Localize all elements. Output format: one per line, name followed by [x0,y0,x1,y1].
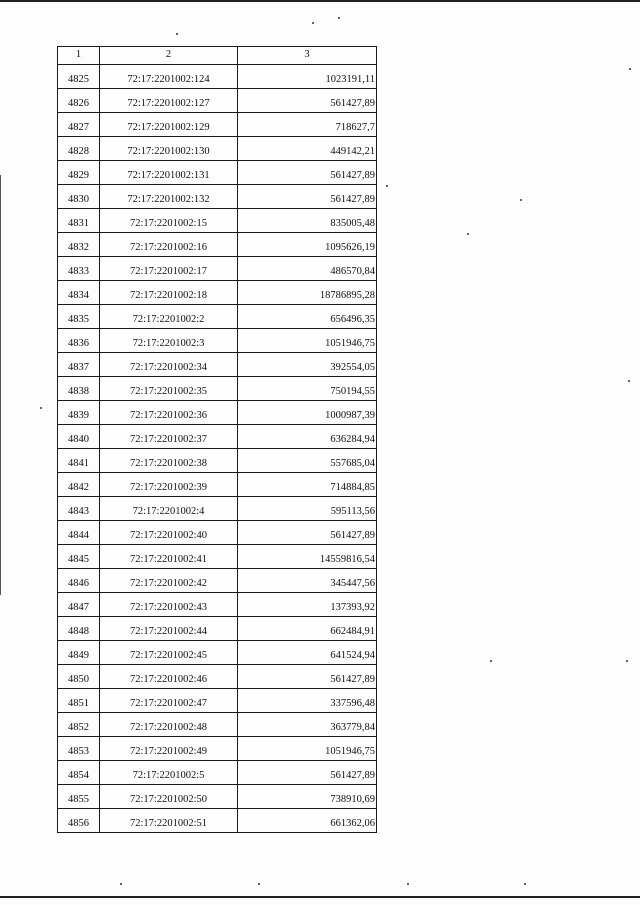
row-number-cell: 4848 [58,617,100,641]
cadastral-value-cell: 345447,56 [238,569,377,593]
cadastral-value-cell: 1051946,75 [238,329,377,353]
cadastral-number-cell: 72:17:2201002:42 [100,569,238,593]
cadastral-value-cell: 1000987,39 [238,401,377,425]
column-header: 1 [58,47,100,65]
table-row [58,137,377,161]
row-number-cell: 4828 [58,137,100,161]
table-row [58,713,377,737]
cadastral-value-cell: 557685,04 [238,449,377,473]
row-number-cell: 4850 [58,665,100,689]
row-number-cell: 4851 [58,689,100,713]
cadastral-number-cell: 72:17:2201002:37 [100,425,238,449]
cadastral-number-cell: 72:17:2201002:47 [100,689,238,713]
scan-speck [629,68,631,70]
row-number-cell: 4854 [58,761,100,785]
row-number-cell: 4844 [58,521,100,545]
row-number-cell: 4855 [58,785,100,809]
row-number-cell: 4852 [58,713,100,737]
cadastral-number-cell: 72:17:2201002:38 [100,449,238,473]
cadastral-value-cell: 656496,35 [238,305,377,329]
cadastral-value-cell: 636284,94 [238,425,377,449]
row-number-cell: 4833 [58,257,100,281]
cadastral-value-cell: 595113,56 [238,497,377,521]
cadastral-number-cell: 72:17:2201002:18 [100,281,238,305]
cadastral-number-cell: 72:17:2201002:51 [100,809,238,833]
row-number-cell: 4835 [58,305,100,329]
table-row [58,665,377,689]
table-row [58,737,377,761]
page-bottom-border [0,896,640,898]
cadastral-number-cell: 72:17:2201002:129 [100,113,238,137]
table-row [58,161,377,185]
cadastral-number-cell: 72:17:2201002:17 [100,257,238,281]
table-row [58,401,377,425]
cadastral-number-cell: 72:17:2201002:35 [100,377,238,401]
row-number-cell: 4832 [58,233,100,257]
cadastral-value-cell: 561427,89 [238,665,377,689]
table-row [58,545,377,569]
cadastral-value-cell: 561427,89 [238,161,377,185]
cadastral-number-cell: 72:17:2201002:127 [100,89,238,113]
scan-speck [520,199,522,201]
row-number-cell: 4841 [58,449,100,473]
cadastral-number-cell: 72:17:2201002:2 [100,305,238,329]
row-number-cell: 4839 [58,401,100,425]
cadastral-number-cell: 72:17:2201002:5 [100,761,238,785]
table-row [58,521,377,545]
row-number-cell: 4845 [58,545,100,569]
cadastral-number-cell: 72:17:2201002:130 [100,137,238,161]
table-body [58,65,377,833]
row-number-cell: 4856 [58,809,100,833]
row-number-cell: 4847 [58,593,100,617]
table-row [58,329,377,353]
page-left-scan-edge [0,175,1,595]
cadastral-number-cell: 72:17:2201002:124 [100,65,238,89]
table-row [58,449,377,473]
cadastral-value-cell: 835005,48 [238,209,377,233]
cadastral-value-cell: 561427,89 [238,185,377,209]
cadastral-value-cell: 714884,85 [238,473,377,497]
cadastral-value-cell: 363779,84 [238,713,377,737]
cadastral-value-cell: 1023191,11 [238,65,377,89]
cadastral-number-cell: 72:17:2201002:39 [100,473,238,497]
cadastral-number-cell: 72:17:2201002:34 [100,353,238,377]
scan-speck [407,883,409,885]
scan-speck [490,660,492,662]
cadastral-number-cell: 72:17:2201002:40 [100,521,238,545]
cadastral-value-table [57,46,377,833]
cadastral-value-cell: 738910,69 [238,785,377,809]
table-row [58,689,377,713]
cadastral-number-cell: 72:17:2201002:15 [100,209,238,233]
cadastral-number-cell: 72:17:2201002:46 [100,665,238,689]
column-header: 3 [238,47,377,65]
page-top-border [0,0,640,2]
scan-speck [524,883,526,885]
row-number-cell: 4837 [58,353,100,377]
table-row [58,569,377,593]
column-header: 2 [100,47,238,65]
table-row [58,65,377,89]
cadastral-number-cell: 72:17:2201002:36 [100,401,238,425]
row-number-cell: 4836 [58,329,100,353]
cadastral-value-cell: 18786895,28 [238,281,377,305]
table-row [58,809,377,833]
row-number-cell: 4853 [58,737,100,761]
scan-speck [176,33,178,35]
table-row [58,353,377,377]
table-row [58,281,377,305]
scan-speck [338,17,340,19]
cadastral-value-cell: 662484,91 [238,617,377,641]
scan-speck [40,407,42,409]
row-number-cell: 4834 [58,281,100,305]
table-row [58,473,377,497]
table-row [58,185,377,209]
header-row [58,47,377,65]
table-row [58,617,377,641]
cadastral-value-cell: 641524,94 [238,641,377,665]
cadastral-number-cell: 72:17:2201002:131 [100,161,238,185]
cadastral-value-cell: 14559816,54 [238,545,377,569]
cadastral-number-cell: 72:17:2201002:48 [100,713,238,737]
cadastral-value-cell: 392554,05 [238,353,377,377]
cadastral-value-cell: 1095626,19 [238,233,377,257]
table-row [58,377,377,401]
table-row [58,785,377,809]
table-row [58,497,377,521]
table-row [58,113,377,137]
cadastral-value-cell: 718627,7 [238,113,377,137]
cadastral-number-cell: 72:17:2201002:45 [100,641,238,665]
cadastral-value-cell: 337596,48 [238,689,377,713]
scan-speck [120,883,122,885]
row-number-cell: 4826 [58,89,100,113]
scan-speck [386,185,388,187]
cadastral-value-cell: 486570,84 [238,257,377,281]
row-number-cell: 4827 [58,113,100,137]
cadastral-number-cell: 72:17:2201002:4 [100,497,238,521]
scan-speck [312,22,314,24]
scan-speck [258,883,260,885]
table-row [58,257,377,281]
cadastral-value-cell: 561427,89 [238,761,377,785]
cadastral-value-cell: 561427,89 [238,89,377,113]
row-number-cell: 4840 [58,425,100,449]
table-row [58,425,377,449]
cadastral-number-cell: 72:17:2201002:16 [100,233,238,257]
row-number-cell: 4825 [58,65,100,89]
table-row [58,89,377,113]
table-row [58,233,377,257]
cadastral-value-cell: 449142,21 [238,137,377,161]
row-number-cell: 4831 [58,209,100,233]
row-number-cell: 4846 [58,569,100,593]
cadastral-number-cell: 72:17:2201002:132 [100,185,238,209]
cadastral-number-cell: 72:17:2201002:44 [100,617,238,641]
row-number-cell: 4843 [58,497,100,521]
scan-speck [467,233,469,235]
table-row [58,209,377,233]
cadastral-value-cell: 1051946,75 [238,737,377,761]
cadastral-number-cell: 72:17:2201002:50 [100,785,238,809]
row-number-cell: 4830 [58,185,100,209]
table-row [58,641,377,665]
cadastral-number-cell: 72:17:2201002:3 [100,329,238,353]
cadastral-number-cell: 72:17:2201002:43 [100,593,238,617]
cadastral-value-cell: 750194,55 [238,377,377,401]
row-number-cell: 4842 [58,473,100,497]
scan-speck [626,660,628,662]
cadastral-value-cell: 661362,06 [238,809,377,833]
row-number-cell: 4849 [58,641,100,665]
table-row [58,593,377,617]
cadastral-value-cell: 561427,89 [238,521,377,545]
cadastral-number-cell: 72:17:2201002:41 [100,545,238,569]
cadastral-value-cell: 137393,92 [238,593,377,617]
row-number-cell: 4838 [58,377,100,401]
row-number-cell: 4829 [58,161,100,185]
table-row [58,761,377,785]
scan-speck [628,380,630,382]
table-row [58,305,377,329]
cadastral-number-cell: 72:17:2201002:49 [100,737,238,761]
